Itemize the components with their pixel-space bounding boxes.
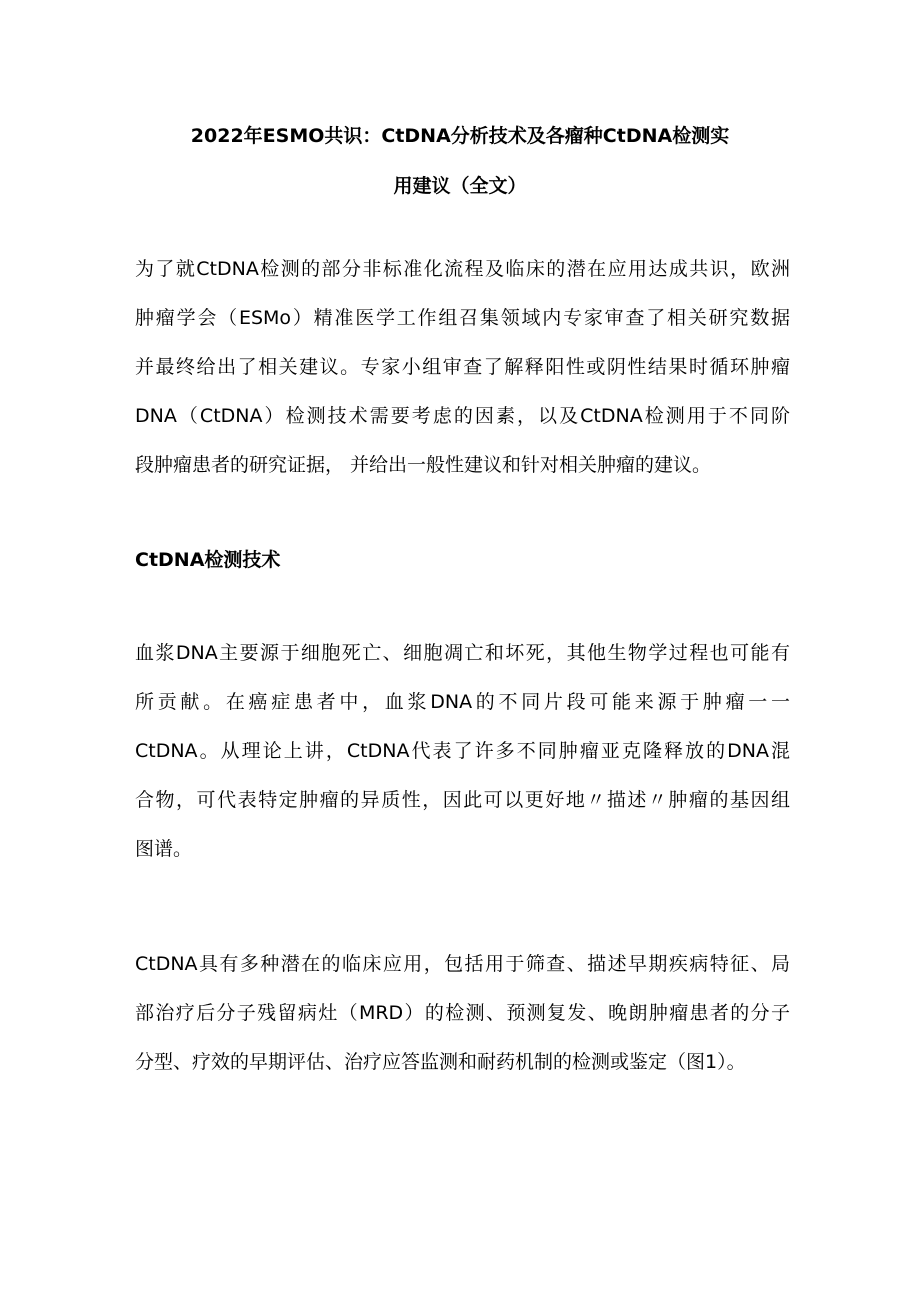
section-heading: CtDNA检测技术 [135, 549, 281, 571]
section-paragraph-1 [135, 629, 790, 874]
intro-line-3: 并最终给出了相关建议。专家小组审查了解释阳性或阴性结果时循环肿瘤 [135, 356, 790, 378]
section-para1-line-2: 所贡献。在癌症患者中，血浆DNA的不同片段可能来源于肿瘤一一 [135, 691, 790, 713]
intro-paragraph [135, 245, 790, 490]
section-para1-line-5: 图谱。 [135, 838, 193, 860]
section-paragraph-2 [135, 940, 790, 1087]
document-title-line-2: 用建议（全文） [393, 175, 527, 197]
section-para2-line-2: 部治疗后分子残留病灶（MRD）的检测、预测复发、晚朗肿瘤患者的分子 [135, 1002, 790, 1024]
section-para1-line-4: 合物，可代表特定肿瘤的异质性，因此可以更好地〃描述〃肿瘤的基因组 [135, 789, 790, 811]
intro-line-5: 段肿瘤患者的研究证据， 并给出一般性建议和针对相关肿瘤的建议。 [135, 454, 712, 476]
section-para1-line-3: CtDNA。从理论上讲，CtDNA代表了许多不同肿瘤亚克隆释放的DNA混 [135, 740, 790, 762]
intro-line-2: 肿瘤学会（ESMo）精准医学工作组召集领域内专家审查了相关研究数据 [135, 307, 790, 329]
intro-line-4: DNA（CtDNA）检测技术需要考虑的因素，以及CtDNA检测用于不同阶 [135, 405, 790, 427]
section-para2-line-3: 分型、疗效的早期评估、治疗应答监测和耐药机制的检测或鉴定（图1）。 [135, 1051, 746, 1073]
section-para1-line-1: 血浆DNA主要源于细胞死亡、细胞凋亡和坏死，其他生物学过程也可能有 [135, 642, 790, 664]
section-para2-line-1: CtDNA具有多种潜在的临床应用，包括用于筛查、描述早期疾病特征、局 [135, 953, 790, 975]
intro-line-1: 为了就CtDNA检测的部分非标准化流程及临床的潜在应用达成共识，欧洲 [135, 258, 790, 280]
document-title-line-1: 2022年ESMO共识：CtDNA分析技术及各瘤种CtDNA检测实 [190, 125, 730, 147]
